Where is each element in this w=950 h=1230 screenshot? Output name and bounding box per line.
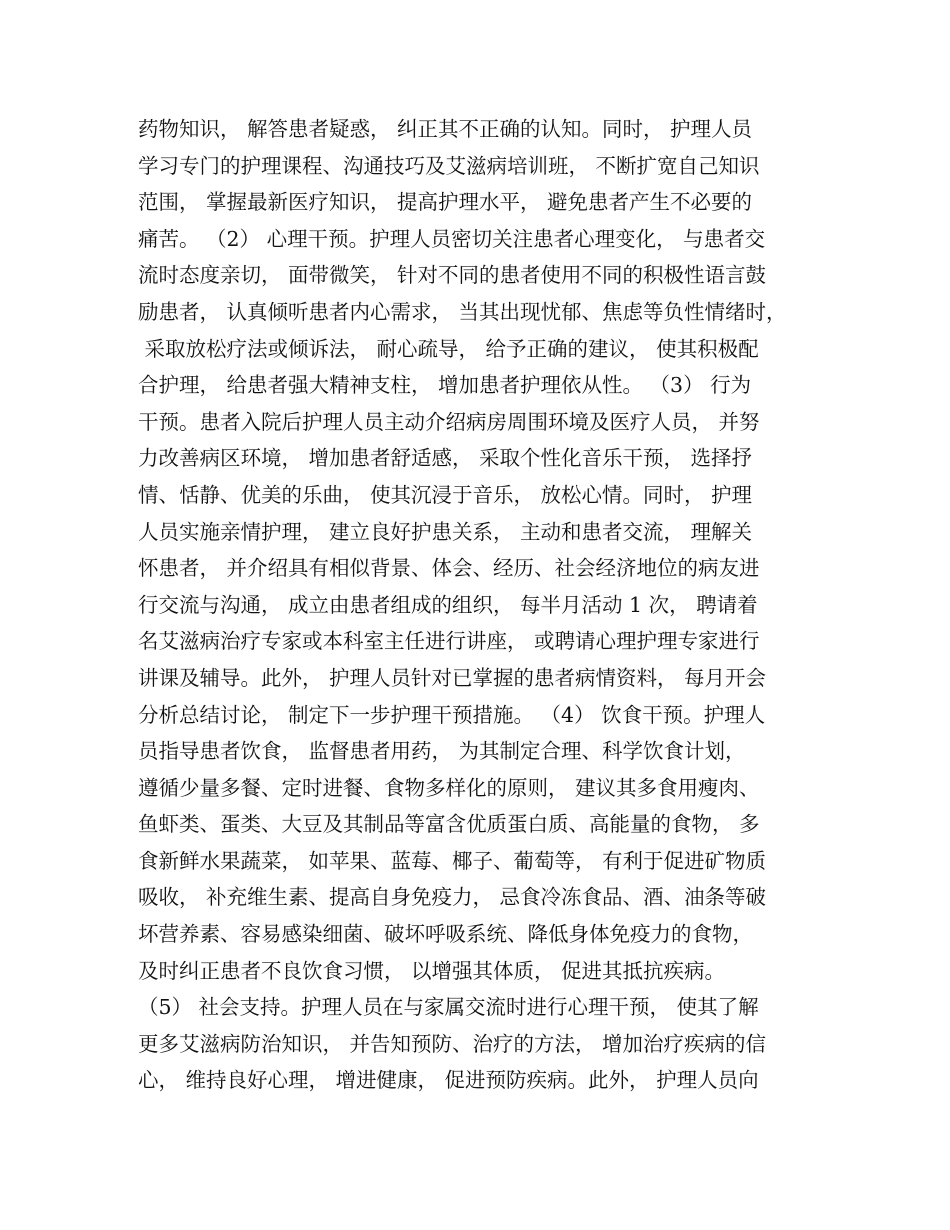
text-line: 力改善病区环境， 增加患者舒适感， 采取个性化音乐干预， 选择抒 bbox=[138, 446, 753, 471]
text-line: 更多艾滋病防治知识， 并告知预防、治疗的方法， 增加治疗疾病的信 bbox=[138, 1031, 767, 1056]
text-line: 讲课及辅导。此外， 护理人员针对已掌握的患者病情资料， 每月开会 bbox=[138, 665, 767, 690]
text-line: 员指导患者饮食， 监督患者用药， 为其制定合理、科学饮食计划， bbox=[138, 739, 746, 764]
text-line: 药物知识， 解答患者疑惑， 纠正其不正确的认知。同时， 护理人员 bbox=[138, 117, 753, 141]
text-line: 坏营养素、容易感染细菌、破坏呼吸系统、降低身体免疫力的食物， bbox=[138, 922, 753, 947]
text-line: 人员实施亲情护理， 建立良好护患关系， 主动和患者交流， 理解关 bbox=[138, 519, 753, 544]
text-line: 食新鲜水果蔬菜， 如苹果、蓝莓、椰子、葡萄等， 有利于促进矿物质 bbox=[138, 848, 767, 873]
text-line: 范围， 掌握最新医疗知识， 提高护理水平， 避免患者产生不必要的 bbox=[138, 190, 753, 215]
text-line: 励患者， 认真倾听患者内心需求， 当其出现忧郁、焦虑等负性情绪时， bbox=[138, 299, 787, 324]
text-line: 及时纠正患者不良饮食习惯， 以增强其体质， 促进其抵抗疾病。 bbox=[138, 958, 726, 983]
text-line: 遵循少量多餐、定时进餐、食物多样化的原则， 建议其多食用瘦肉、 bbox=[138, 775, 760, 800]
body-text bbox=[138, 111, 838, 1099]
text-line: 情、恬静、优美的乐曲， 使其沉浸于音乐， 放松心情。同时， 护理 bbox=[138, 482, 753, 507]
text-line: 合护理， 给患者强大精神支柱， 增加患者护理依从性。 （3） 行为 bbox=[138, 373, 752, 398]
text-line: 分析总结讨论， 制定下一步护理干预措施。 （4） 饮食干预。护理人 bbox=[138, 702, 766, 727]
text-line: 采取放松疗法或倾诉法， 耐心疏导， 给予正确的建议， 使其积极配 bbox=[138, 336, 759, 361]
text-line: 名艾滋病治疗专家或本科室主任进行讲座， 或聘请心理护理专家进行 bbox=[138, 629, 760, 654]
text-line: 痛苦。 （2） 心理干预。护理人员密切关注患者心理变化， 与患者交 bbox=[138, 226, 766, 251]
text-line: 流时态度亲切， 面带微笑， 针对不同的患者使用不同的积极性语言鼓 bbox=[138, 263, 767, 288]
text-line: 怀患者， 并介绍具有相似背景、体会、经历、社会经济地位的病友进 bbox=[138, 556, 760, 581]
text-line: 行交流与沟通， 成立由患者组成的组织， 每半月活动 1 次， 聘请着 bbox=[138, 592, 758, 617]
text-line: 学习专门的护理课程、沟通技巧及艾滋病培训班， 不断扩宽自己知识 bbox=[138, 153, 760, 178]
text-line: 心， 维持良好心理， 增进健康， 促进预防疾病。此外， 护理人员向 bbox=[138, 1068, 759, 1093]
text-line: 干预。患者入院后护理人员主动介绍病房周围环境及医疗人员， 并努 bbox=[138, 409, 760, 434]
text-line: 吸收， 补充维生素、提高自身免疫力， 忌食冷冻食品、酒、油条等破 bbox=[138, 885, 767, 910]
text-line: （5） 社会支持。护理人员在与家属交流时进行心理干预， 使其了解 bbox=[138, 995, 759, 1020]
text-line: 鱼虾类、蛋类、大豆及其制品等富含优质蛋白质、高能量的食物， 多 bbox=[138, 812, 760, 837]
